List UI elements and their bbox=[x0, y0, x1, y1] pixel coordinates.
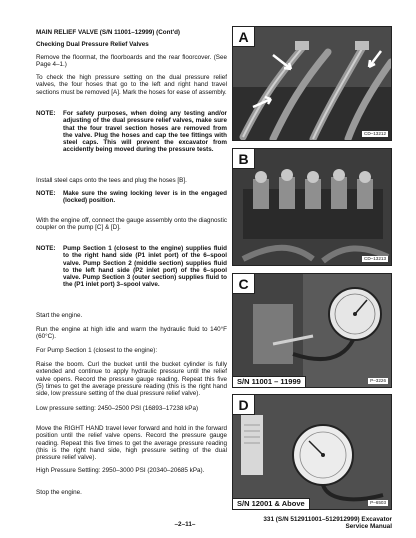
paragraph-raise-boom: Raise the boom. Curl the bucket until the bucket cylinder is fully extended and continue to apply hydraulic pressure until the relief valve opens. Record the pressure gauge reading. Repeat this five (5) times to get the average pressure reading (this is the right hand side, low pressure setting of the dual pressure relief valve). bbox=[36, 361, 227, 398]
paragraph-start-engine: Start the engine. bbox=[36, 312, 83, 319]
figure-letter: C bbox=[233, 274, 255, 294]
figure-code: P–3226 bbox=[370, 378, 386, 383]
paragraph-stop-engine: Stop the engine. bbox=[36, 489, 82, 496]
hoses-illustration bbox=[233, 27, 392, 141]
footer-model bbox=[263, 516, 392, 531]
paragraph-low-pressure: Low pressure setting: 2450–2500 PSI (16893–17238 kPa) bbox=[36, 405, 199, 412]
note-text: Pump Section 1 (closest to the engine) supplies fluid to the right hand side (P1 inlet port) of the 6–spool valve. Pump Section 2 (middle section) supplies fluid to the left hand side (P2 inlet port) of the 6–spool valve. Pump Section 3 (outer section) supplies fluid to the (P1 inlet port) 3–spool valve. bbox=[63, 245, 227, 289]
text-column bbox=[36, 0, 227, 538]
figure-d-photo bbox=[232, 394, 392, 510]
paragraph-high-pressure: High Pressure Settling: 2950–3000 PSI (20340–20685 kPa). bbox=[36, 467, 205, 474]
note-label: NOTE: bbox=[36, 190, 56, 197]
figure-serial-caption: S/N 11001 – 11999 bbox=[233, 376, 306, 387]
note-safety bbox=[36, 110, 227, 170]
figure-serial-caption: S/N 12001 & Above bbox=[233, 498, 310, 509]
paragraph-high-pressure-setting: To check the high pressure setting on the dual pressure relief valves, the four hoses that go to the left and right hand travel sections must be removed [A]. Mark the hoses for ease of assembly. bbox=[36, 74, 227, 96]
note-label: NOTE: bbox=[36, 110, 56, 117]
page-number: –2–11– bbox=[174, 521, 196, 528]
paragraph-warm-fluid: Run the engine at high idle and warm the hydraulic fluid to 140°F (60°C). bbox=[36, 326, 227, 341]
note-text: For safety purposes, when doing any testing and/or adjusting of the dual pressure relief valves, make sure that the four travel section hoses are removed from the valve. Plug the hoses and cap the tee fittings with steel caps. This will prevent the excavator from accidently being moved during the pressure tests. bbox=[63, 110, 227, 154]
figure-code: CD–13212 bbox=[364, 131, 386, 136]
note-pump-sections bbox=[36, 245, 227, 303]
figure-b-photo bbox=[232, 148, 392, 266]
note-text: Make sure the swing locking lever is in the engaged (locked) position. bbox=[63, 190, 227, 205]
paragraph-install-caps: Install steel caps onto the tees and plug the hoses [B]. bbox=[36, 177, 187, 184]
footer-model-line: 331 (S/N 512911001–512912999) Excavator bbox=[263, 516, 392, 523]
section-title: MAIN RELIEF VALVE (S/N 11001–12999) (Cont'd) bbox=[36, 29, 181, 36]
paragraph-pump-section-1: For Pump Section 1 (closest to the engine): bbox=[36, 347, 158, 354]
paragraph-travel-lever: Move the RIGHT HAND travel lever forward and hold in the forward position until the relief valve opens. Record the pressure gauge reading. Repeat this five times to get the average pressure reading (this is the right hand side, high pressure setting of the dual pressure relief valve). bbox=[36, 425, 227, 462]
figure-letter: B bbox=[233, 149, 255, 169]
gauge-assembly-illustration bbox=[233, 274, 392, 388]
figure-code: P–6503 bbox=[370, 500, 386, 505]
footer-manual-line: Service Manual bbox=[345, 523, 392, 531]
gauge-coupler-illustration bbox=[233, 395, 392, 510]
paragraph-connect-gauge: With the engine off, connect the gauge assembly onto the diagnostic coupler on the pump [C] & [D]. bbox=[36, 217, 227, 232]
section-subtitle: Checking Dual Pressure Relief Valves bbox=[36, 41, 149, 48]
valve-fittings-illustration bbox=[233, 149, 392, 266]
note-label: NOTE: bbox=[36, 245, 56, 252]
note-swing-lever bbox=[36, 190, 227, 206]
figure-code: CD–13213 bbox=[364, 256, 386, 261]
figure-letter: A bbox=[233, 27, 255, 47]
paragraph-remove-floormat: Remove the floormat, the floorboards and the rear floorcover. (See Page 4–1.) bbox=[36, 54, 227, 69]
figure-c-photo bbox=[232, 273, 392, 388]
figure-a-photo bbox=[232, 26, 392, 141]
figure-letter: D bbox=[233, 395, 255, 415]
